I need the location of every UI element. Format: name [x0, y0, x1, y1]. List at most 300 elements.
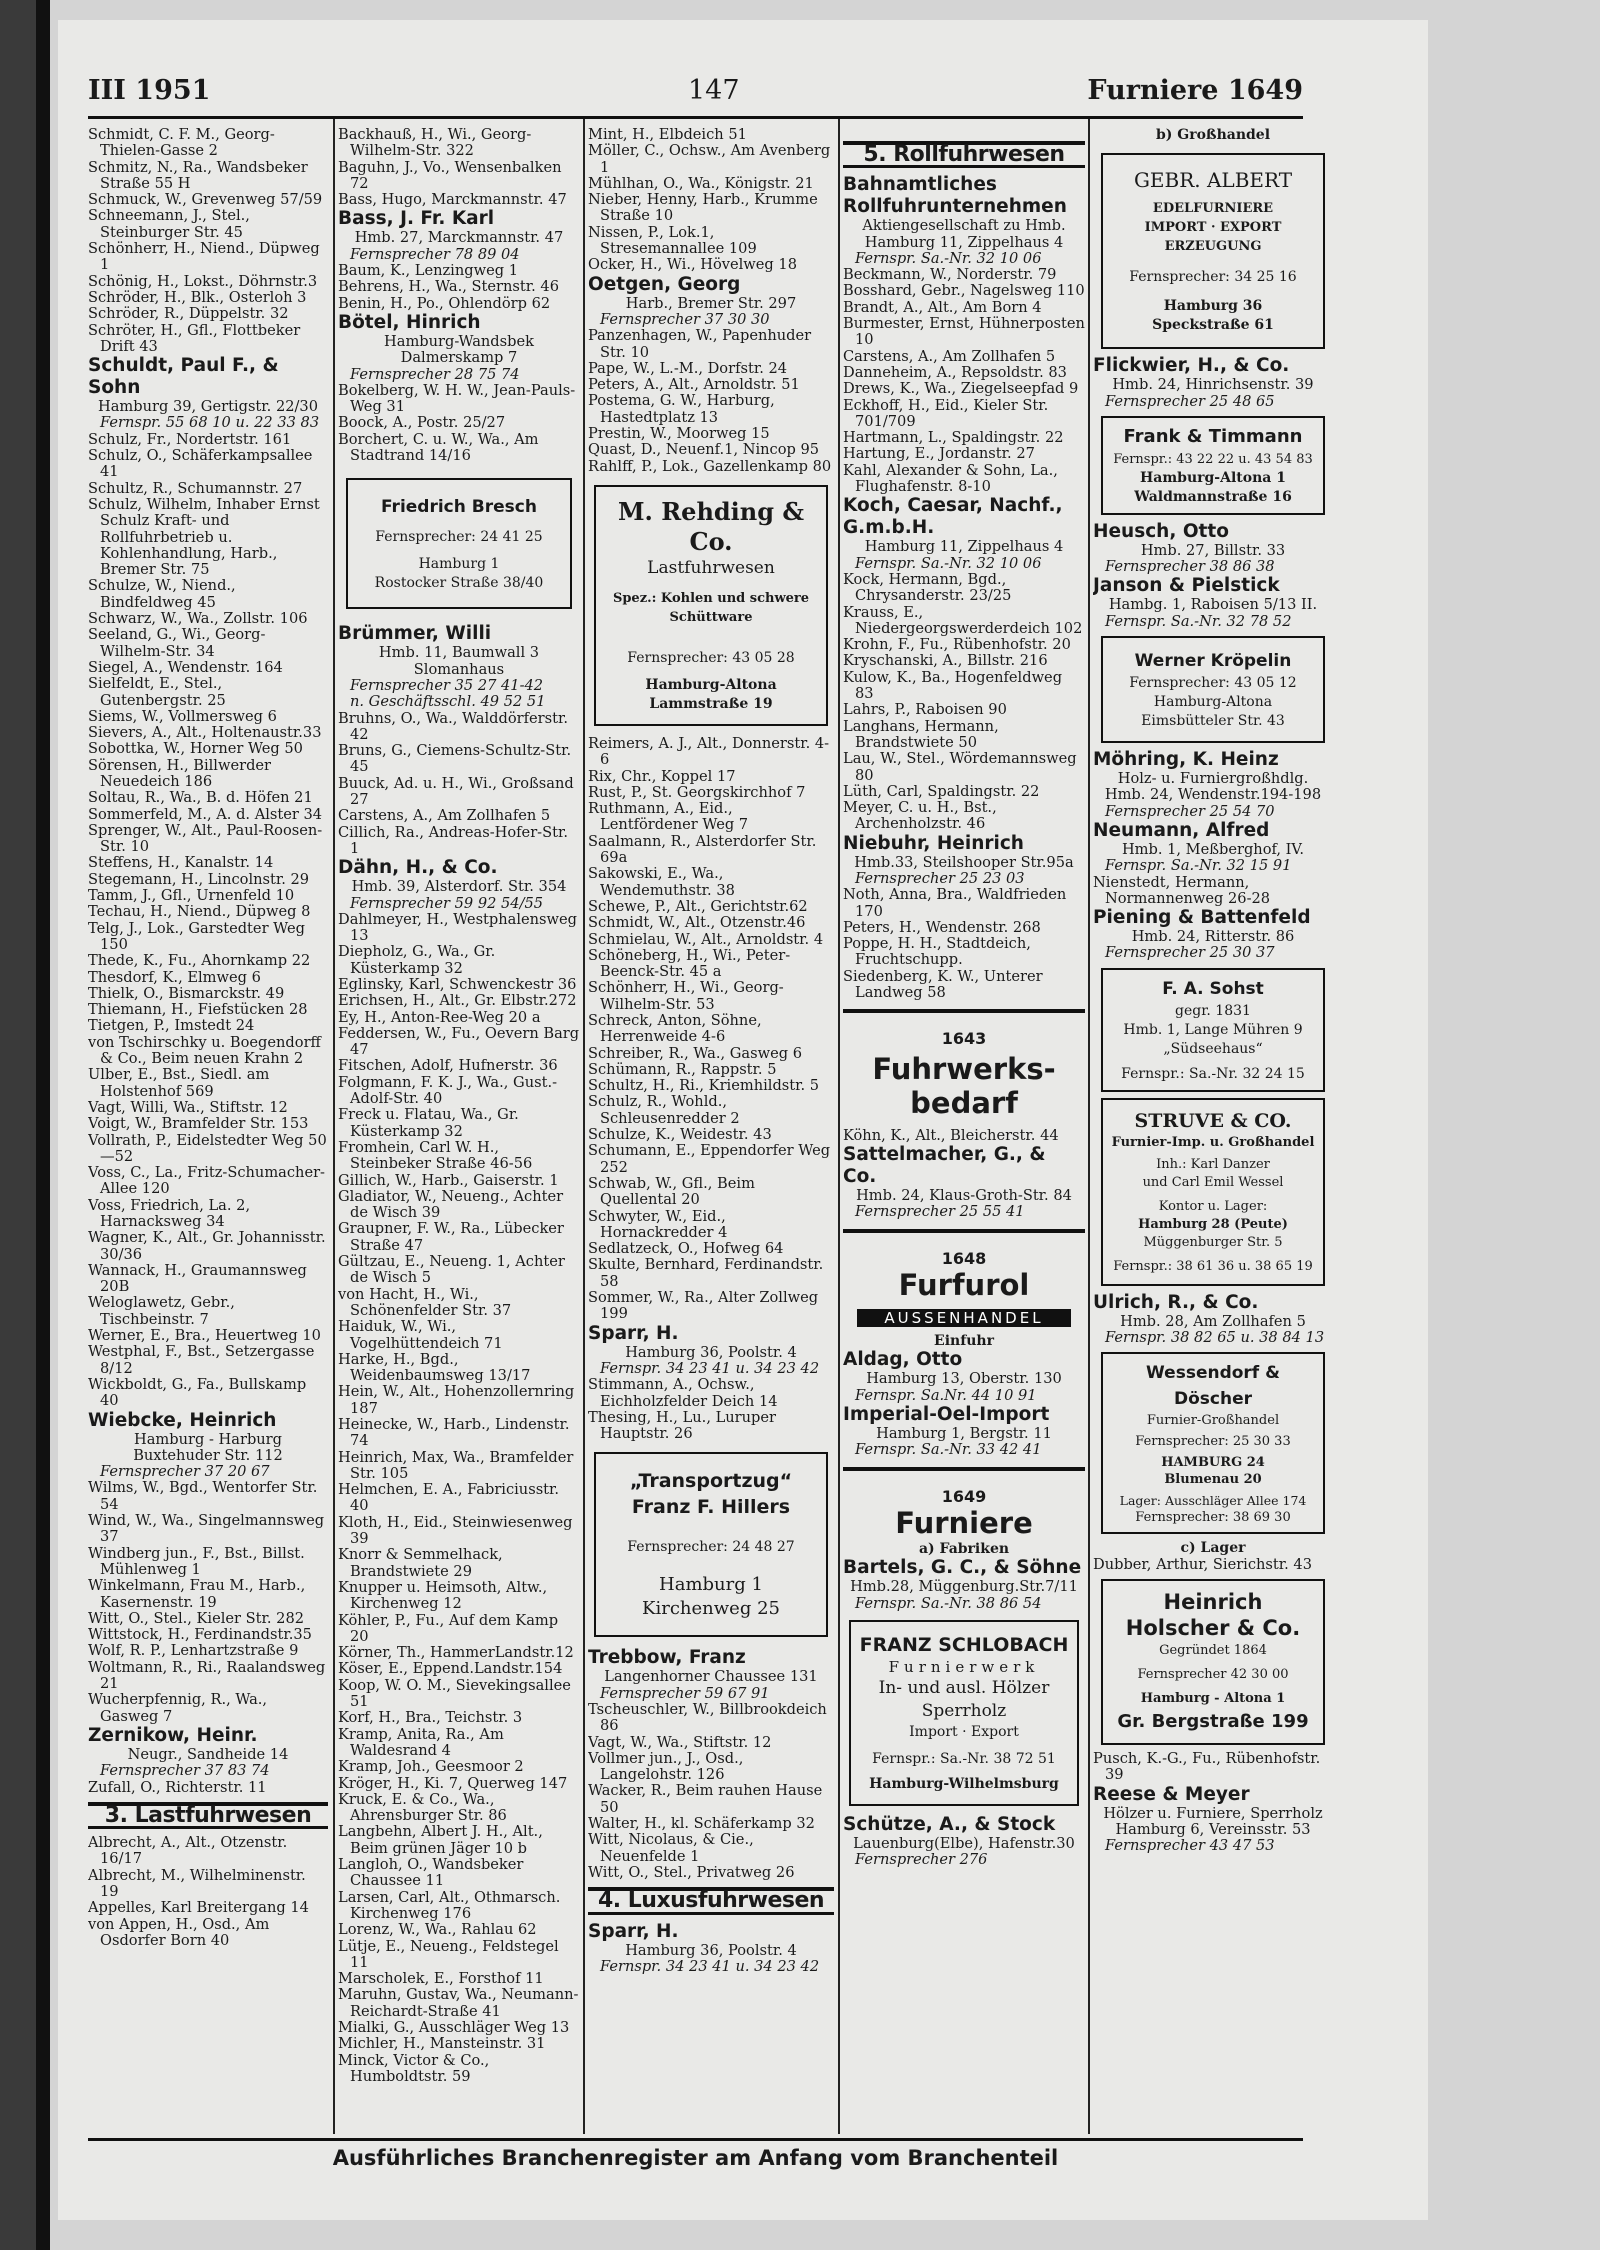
- directory-entry: Kramp, Joh., Geesmoor 2: [338, 1758, 524, 1776]
- entry-address: Hamburg 6, Vereinsstr. 53: [1115, 1820, 1311, 1838]
- ad-city: Hamburg 36: [1163, 298, 1263, 315]
- ad-line: IMPORT · EXPORT: [1144, 220, 1282, 236]
- ad-street: Kirchenweg 25: [642, 1598, 780, 1620]
- entry-name: Sattelmacher, G., & Co.: [843, 1143, 1046, 1187]
- directory-entry: Knorr & Semmelhack, Brandstwiete 29: [338, 1546, 503, 1580]
- directory-entry: Schmuck, W., Grevenweg 57/59: [88, 191, 323, 209]
- directory-entry: Albrecht, M., Wilhelminenstr. 19: [88, 1866, 306, 1900]
- entry-name: Möhring, K. Heinz: [1093, 749, 1279, 771]
- ad-phone: Fernsprecher: 43 05 28: [627, 649, 795, 666]
- ad-line: und Carl Emil Wessel: [1142, 1174, 1284, 1190]
- entry-phone: Fernspr. 55 68 10 u. 22 33 83: [100, 414, 320, 432]
- directory-entry: Kloth, H., Eid., Steinwiesenweg 39: [338, 1513, 573, 1548]
- entry-name: Brümmer, Willi: [338, 623, 492, 645]
- directory-entry: Maruhn, Gustav, Wa., Neumann-Reichardt-Straße 41: [338, 1986, 579, 2020]
- ad-title: Wessendorf & Döscher: [1146, 1363, 1280, 1410]
- entry-name: Bahnamtliches Rollfuhrunternehmen: [843, 174, 1067, 218]
- entry-phone: Fernspr. Sa.Nr. 44 10 91: [855, 1386, 1037, 1404]
- directory-entry: Baum, K., Lenzingweg 1: [338, 262, 518, 280]
- ad-box-rehding: [594, 485, 828, 726]
- entry-address: Hmb. 27, Marckmannstr. 47: [354, 229, 564, 247]
- directory-entry: Langloh, O., Wandsbeker Chaussee 11: [338, 1856, 524, 1890]
- directory-entry: Schwyter, W., Eid., Hornackredder 4: [588, 1207, 728, 1241]
- directory-entry: Schulz, Wilhelm, Inhaber Ernst Schulz Kraft- und Rollfuhrbetrieb u. Kohlenhandlung, Harb., Bremer Str. 75: [88, 495, 320, 579]
- entry-bold: [338, 312, 580, 383]
- directory-entry: Siegel, A., Wendenstr. 164: [88, 658, 283, 676]
- directory-entry: Lüth, Carl, Spaldingstr. 22: [843, 782, 1040, 800]
- entry-address: Hamburg 1, Bergstr. 11: [876, 1425, 1052, 1443]
- entry-name: Bötel, Hinrich: [338, 311, 481, 333]
- ad-line: Kontor u. Lager:: [1158, 1198, 1268, 1214]
- directory-entry: Schmidt, C. F. M., Georg-Thielen-Gasse 2: [88, 127, 275, 160]
- entry-phone: Fernsprecher 59 92 54/55: [350, 894, 544, 912]
- ad-city: Hamburg 1: [659, 1574, 763, 1596]
- directory-entry: Winkelmann, Frau M., Harb., Kasernenstr. 19: [88, 1577, 306, 1611]
- entry-name: Koch, Caesar, Nachf., G.m.b.H.: [843, 495, 1063, 539]
- category-number: 1649: [941, 1486, 987, 1506]
- directory-entry: Witt, O., Stel., Kieler Str. 282: [88, 1609, 305, 1627]
- entry-phone: Fernsprecher 25 48 65: [1105, 392, 1275, 410]
- entry-phone: Fernspr. Sa.-Nr. 38 86 54: [855, 1594, 1042, 1612]
- directory-entry: Kryschanski, A., Billstr. 216: [843, 652, 1048, 670]
- ad-line: Furnier-Großhandel: [1146, 1413, 1280, 1429]
- directory-entry: Sievers, A., Alt., Holtenaustr.33: [88, 724, 322, 742]
- directory-entry: Diepholz, G., Wa., Gr. Küsterkamp 32: [338, 943, 496, 977]
- entry-address: Buxtehuder Str. 112: [133, 1446, 283, 1464]
- directory-entry: Poppe, H. H., Stadtdeich, Fruchtschupp.: [843, 935, 1031, 969]
- section-rule: [843, 1467, 1085, 1471]
- ad-title: GEBR. ALBERT: [1133, 168, 1293, 193]
- entry-bold: [1093, 749, 1333, 820]
- ad-title: STRUVE & CO.: [1134, 1109, 1292, 1132]
- directory-entry: Schröder, H., Blk., Osterloh 3: [88, 288, 307, 306]
- directory-entry: Wannack, H., Graumannsweg 20B: [88, 1261, 307, 1296]
- directory-entry: Freck u. Flatau, Wa., Gr. Küsterkamp 32: [338, 1106, 519, 1140]
- ad-phone: Fernsprecher: 34 25 16: [1129, 269, 1297, 286]
- directory-entry: Schönherr, H., Wi., Georg-Wilhelm-Str. 53: [588, 979, 784, 1013]
- entry-address: Dalmerskamp 7: [400, 349, 518, 367]
- directory-entry: Thiemann, H., Fiefstücken 28: [88, 1001, 308, 1019]
- directory-entry: Mint, H., Elbdeich 51: [588, 127, 747, 143]
- directory-entry: Fitschen, Adolf, Hufnerstr. 36: [338, 1057, 558, 1075]
- entry-phone: Fernspr. 38 82 65 u. 38 84 13: [1105, 1329, 1325, 1347]
- directory-entry: Sedlatzeck, O., Hofweg 64: [588, 1240, 784, 1258]
- entry-address: Hamburg 11, Zippelhaus 4: [864, 538, 1064, 556]
- directory-entry: Sommer, W., Ra., Alter Zollweg 199: [588, 1289, 819, 1323]
- entry-phone: n. Geschäftsschl. 49 52 51: [350, 693, 546, 711]
- directory-entry: Hein, W., Alt., Hohenzollernring 187: [338, 1383, 575, 1417]
- entry-address: Lauenburg(Elbe), Hafenstr.30: [853, 1834, 1075, 1852]
- ad-box-kroepelin: [1101, 636, 1325, 743]
- directory-entry: Skulte, Bernhard, Ferdinandstr. 58: [588, 1256, 824, 1290]
- entry-name: Janson & Pielstick: [1093, 575, 1280, 597]
- entry-name: Flickwier, H., & Co.: [1093, 355, 1290, 377]
- directory-entry: Tscheuschler, W., Billbrookdeich 86: [588, 1701, 827, 1735]
- directory-entry: Mühlhan, O., Wa., Königstr. 21: [588, 174, 814, 192]
- page-footer: Ausführliches Branchenregister am Anfang vom Branchenteil: [88, 2138, 1303, 2170]
- directory-entry: Bass, Hugo, Marckmannstr. 47: [338, 191, 567, 209]
- directory-entry: Bokelberg, W. H. W., Jean-Pauls-Weg 31: [338, 381, 576, 416]
- column-2: [338, 127, 580, 2132]
- directory-entry: Graupner, F. W., Ra., Lübecker Straße 47: [338, 1220, 564, 1254]
- directory-entry: Soltau, R., Wa., B. d. Höfen 21: [88, 789, 313, 807]
- subcategory-label: b) Großhandel: [1155, 127, 1271, 143]
- directory-entry: Panzenhagen, W., Papenhuder Str. 10: [588, 327, 812, 361]
- directory-entry: Schmidt, W., Alt., Otzenstr.46: [588, 914, 806, 932]
- entry-phone: Fernsprecher 59 67 91: [600, 1684, 770, 1702]
- directory-entry: Tietgen, P., Imstedt 24: [88, 1017, 255, 1035]
- entry-address: Langenhorner Chaussee 131: [604, 1668, 818, 1686]
- entry-address: Hmb. 28, Am Zollhafen 5: [1120, 1312, 1306, 1330]
- ad-box-hillers: [594, 1452, 828, 1637]
- directory-entry: Wagner, K., Alt., Gr. Johannisstr. 30/36: [88, 1229, 326, 1263]
- directory-entry: Heinecke, W., Harb., Lindenstr. 74: [338, 1416, 570, 1450]
- directory-entry: Siedenberg, K. W., Unterer Landweg 58: [843, 967, 1043, 1002]
- entry-name: Ulrich, R., & Co.: [1093, 1291, 1259, 1313]
- ad-phone: Fernsprecher: 24 41 25: [375, 529, 543, 546]
- entry-address: Hölzer u. Furniere, Sperrholz: [1103, 1804, 1323, 1822]
- entry-address: Hmb. 11, Baumwall 3: [378, 644, 540, 662]
- ad-street: Lammstraße 19: [649, 695, 773, 712]
- ad-subtitle: Franz F. Hillers: [631, 1496, 791, 1519]
- entry-bold: [1093, 575, 1333, 630]
- directory-entry: Gladiator, W., Neueng., Achter de Wisch 39: [338, 1187, 564, 1222]
- directory-entry: Eglinsky, Karl, Schwenckestr 36: [338, 975, 577, 993]
- directory-entry: Pape, W., L.-M., Dorfstr. 24: [588, 359, 788, 377]
- entry-bold: [88, 355, 328, 432]
- entry-phone: Fernsprecher 37 20 67: [100, 1463, 270, 1481]
- directory-entry: Bosshard, Gebr., Nagelsweg 110: [843, 282, 1085, 300]
- book-binding-edge: [36, 0, 50, 2250]
- directory-entry: Knupper u. Heimsoth, Altw., Kirchenweg 12: [338, 1578, 548, 1613]
- directory-entry: Prestin, W., Moorweg 15: [588, 425, 770, 443]
- section-rule: [843, 1009, 1085, 1013]
- directory-entry: Korf, H., Bra., Teichstr. 3: [338, 1709, 523, 1727]
- directory-entry: Telg, J., Lok., Garstedter Weg 150: [88, 919, 305, 953]
- directory-entry: Michler, H., Mansteinstr. 31: [338, 2035, 546, 2053]
- entry-bold: [338, 857, 580, 912]
- ad-phone: Fernsprecher: 43 05 12: [1129, 675, 1297, 692]
- entry-address: Hmb. 27, Billstr. 33: [1140, 541, 1286, 559]
- directory-entry: Schumann, E., Eppendorfer Weg 252: [588, 1142, 831, 1176]
- directory-entry: Kruck, E. & Co., Wa., Ahrensburger Str. 86: [338, 1790, 507, 1825]
- directory-entry: Walter, H., kl. Schäferkamp 32: [588, 1815, 815, 1833]
- directory-entry: Voss, Friedrich, La. 2, Harnacksweg 34: [88, 1196, 251, 1230]
- entry-bold: [588, 1647, 834, 1702]
- directory-entry: Vagt, W., Wa., Stiftstr. 12: [588, 1733, 772, 1751]
- directory-entry: Lütje, E., Neueng., Feldstegel 11: [338, 1937, 559, 1971]
- directory-entry: Steffens, H., Kanalstr. 14: [88, 854, 274, 872]
- directory-entry: Folgmann, F. K. J., Wa., Gust.-Adolf-Str. 40: [338, 1073, 558, 1108]
- entry-phone: Fernsprecher 25 23 03: [855, 869, 1025, 887]
- directory-entry: Bruns, G., Ciemens-Schultz-Str. 45: [338, 742, 572, 776]
- ad-box-wessendorf: [1101, 1352, 1325, 1534]
- directory-entry: Wacker, R., Beim rauhen Hause 50: [588, 1782, 823, 1816]
- entry-name: Oetgen, Georg: [588, 273, 741, 295]
- entry-name: Bass, J. Fr. Karl: [338, 208, 495, 230]
- entry-phone: Fernspr. 34 23 41 u. 34 23 42: [600, 1957, 820, 1975]
- entry-address: Hmb.28, Müggenburg.Str.7/11: [850, 1578, 1078, 1596]
- entry-address: Hamburg 11, Zippelhaus 4: [864, 233, 1064, 251]
- directory-entry: Weloglawetz, Gebr., Tischbeinstr. 7: [88, 1294, 235, 1328]
- entry-phone: Fernsprecher 37 83 74: [100, 1762, 270, 1780]
- ad-title: Heinrich: [1163, 1589, 1263, 1614]
- directory-entry: Vagt, Willi, Wa., Stiftstr. 12: [88, 1098, 288, 1116]
- directory-entry: Stimmann, A., Ochsw., Eichholzfelder Deich 14: [588, 1376, 778, 1410]
- directory-entry: Gültzau, E., Neueng. 1, Achter de Wisch 5: [338, 1253, 565, 1287]
- directory-entry: Boock, A., Postr. 25/27: [338, 414, 506, 432]
- directory-entry: Vollmer jun., J., Osd., Langelohstr. 126: [588, 1749, 744, 1784]
- ad-line: Müggenburger Str. 5: [1143, 1234, 1283, 1250]
- page-number: 147: [688, 75, 740, 106]
- entry-phone: Fernsprecher 25 54 70: [1105, 802, 1275, 820]
- ad-box-sohst: [1101, 968, 1325, 1092]
- entry-bold: [588, 274, 834, 329]
- subcategory-label: Einfuhr: [934, 1333, 994, 1350]
- directory-entry: Ruthmann, A., Eid., Lentfördener Weg 7: [588, 800, 749, 834]
- directory-entry: Westphal, F., Bst., Setzergasse 8/12: [88, 1343, 315, 1377]
- directory-entry: Eckhoff, H., Eid., Kieler Str. 701/709: [843, 396, 1049, 430]
- ad-line: Gegründet 1864: [1159, 1642, 1267, 1658]
- directory-entry: Mialki, G., Ausschläger Weg 13: [338, 2018, 570, 2036]
- directory-entry: Heinrich, Max, Wa., Bramfelder Str. 105: [338, 1448, 574, 1482]
- directory-entry: Beckmann, W., Norderstr. 79: [843, 266, 1057, 284]
- ad-city: HAMBURG 24: [1161, 1455, 1265, 1471]
- ad-line: gegr. 1831: [1175, 1002, 1251, 1019]
- page-header: [88, 55, 1303, 115]
- directory-entry: Körner, Th., HammerLandstr.12: [338, 1644, 574, 1662]
- ad-title: FRANZ SCHLOBACH: [859, 1633, 1069, 1656]
- entry-name: Schuldt, Paul F., & Sohn: [88, 355, 279, 399]
- directory-entry: Hartmann, L., Spaldingstr. 22: [843, 429, 1064, 447]
- directory-entry: Danneheim, A., Repsoldstr. 83: [843, 363, 1067, 381]
- directory-entry: Wind, W., Wa., Singelmannsweg 37: [88, 1512, 325, 1546]
- entry-address: Harb., Bremer Str. 297: [625, 294, 797, 312]
- directory-entry: Tamm, J., Gfl., Urnenfeld 10: [88, 887, 295, 905]
- entry-bold: [843, 1144, 1085, 1221]
- directory-entry: Fromhein, Carl W. H., Steinbeker Straße 46-56: [338, 1138, 533, 1173]
- entry-address: Aktiengesellschaft zu Hmb.: [862, 217, 1066, 235]
- directory-entry: Schreck, Anton, Söhne, Herrenweide 4-6: [588, 1011, 762, 1046]
- entry-bold: [843, 495, 1085, 572]
- directory-entry: Peters, A., Alt., Arnoldstr. 51: [588, 376, 800, 394]
- directory-entry: Hartung, E., Jordanstr. 27: [843, 445, 1035, 463]
- directory-entry: Buuck, Ad. u. H., Wi., Großsand 27: [338, 774, 574, 809]
- directory-entry: Carstens, A., Am Zollhafen 5: [338, 807, 551, 825]
- directory-entry: Borchert, C. u. W., Wa., Am Stadtrand 14/16: [338, 430, 539, 465]
- directory-entry: Köser, E., Eppend.Landstr.154: [338, 1660, 563, 1678]
- entry-name: Trebbow, Franz: [588, 1647, 746, 1669]
- entry-name: Sparr, H.: [588, 1920, 679, 1942]
- entry-bold: [1093, 1784, 1333, 1855]
- ad-box-bresch: [346, 478, 572, 609]
- directory-entry: Drews, K., Wa., Ziegelseepfad 9: [843, 380, 1079, 398]
- entry-name: Heusch, Otto: [1093, 520, 1229, 542]
- entry-bold: [1093, 907, 1333, 962]
- directory-entry: Thesdorf, K., Elmweg 6: [88, 968, 261, 986]
- directory-entry: Schreiber, R., Wa., Gasweg 6: [588, 1044, 802, 1062]
- directory-entry: Thesing, H., Lu., Luruper Hauptstr. 26: [588, 1408, 777, 1443]
- header-volume: III 1951: [88, 75, 211, 106]
- directory-entry: Schulz, Fr., Nordertstr. 161: [88, 430, 292, 448]
- directory-entry: Wittstock, H., Ferdinandstr.35: [88, 1626, 312, 1644]
- entry-address: Hmb. 39, Alsterdorf. Str. 354: [351, 878, 567, 896]
- directory-entry: Kulow, K., Ba., Hogenfeldweg 83: [843, 668, 1063, 703]
- directory-entry: Sommerfeld, M., A. d. Alster 34: [88, 805, 323, 823]
- entry-phone: Fernspr. Sa.-Nr. 32 78 52: [1105, 612, 1292, 630]
- ad-street: Gr. Bergstraße 199: [1117, 1710, 1309, 1732]
- directory-entry: Möller, C., Ochsw., Am Avenberg 1: [588, 142, 831, 176]
- directory-entry: Helmchen, E. A., Fabriciusstr. 40: [338, 1481, 560, 1515]
- ad-city: Hamburg - Altona 1: [1140, 1690, 1286, 1706]
- directory-entry: Schneemann, J., Stel., Steinburger Str. 45: [88, 207, 250, 241]
- directory-entry: Köhler, P., Fu., Auf dem Kamp 20: [338, 1611, 559, 1645]
- section-rule: [843, 1229, 1085, 1233]
- entry-address: Hmb.33, Steilshooper Str.95a: [854, 853, 1074, 871]
- directory-entry: Ey, H., Anton-Ree-Weg 20 a: [338, 1008, 541, 1026]
- entry-address: Hambg. 1, Raboisen 5/13 II.: [1108, 596, 1318, 614]
- directory-entry: Witt, Nicolaus, & Cie., Neuenfelde 1: [588, 1831, 754, 1865]
- directory-entry: Haiduk, W., Wi., Vogelhüttendeich 71: [338, 1318, 503, 1352]
- entry-phone: Fernsprecher 78 89 04: [350, 245, 520, 263]
- directory-entry: Wickboldt, G., Fa., Bullskamp 40: [88, 1375, 307, 1410]
- entry-address: Hmb. 24, Wendenstr.194-198: [1104, 786, 1322, 804]
- directory-entry: Schulz, O., Schäferkampsallee 41: [88, 447, 313, 481]
- directory-entry: Appelles, Karl Breitergang 14: [88, 1899, 309, 1917]
- directory-entry: Stegemann, H., Lincolnstr. 29: [88, 870, 310, 888]
- entry-name: Aldag, Otto: [843, 1349, 963, 1371]
- directory-entry: Schönherr, H., Niend., Düpweg 1: [88, 240, 320, 274]
- directory-entry: Peters, H., Wendenstr. 268: [843, 918, 1041, 936]
- entry-phone: Fernsprecher 35 27 41-42: [350, 676, 544, 694]
- entry-phone: Fernsprecher 37 30 30: [600, 310, 770, 328]
- directory-entry: Saalmann, R., Alsterdorfer Str. 69a: [588, 832, 817, 867]
- directory-entry: Lahrs, P., Raboisen 90: [843, 701, 1007, 719]
- ad-title: „Transportzug“: [629, 1470, 793, 1493]
- ad-title: F. A. Sohst: [1162, 978, 1264, 999]
- directory-entry: Dubber, Arthur, Sierichstr. 43: [1093, 1555, 1312, 1573]
- ad-title: M. Rehding & Co.: [617, 496, 805, 556]
- directory-entry: Behrens, H., Wa., Sternstr. 46: [338, 278, 559, 296]
- subcategory-band: AUSSENHANDEL: [857, 1309, 1071, 1327]
- ad-phone: Fernsprecher: 25 30 33: [1135, 1434, 1291, 1450]
- directory-entry: Voss, C., La., Fritz-Schumacher-Allee 120: [88, 1164, 325, 1198]
- entry-phone: Fernspr. Sa.-Nr. 33 42 41: [855, 1441, 1042, 1459]
- entry-phone: Fernspr. Sa.-Nr. 32 10 06: [855, 249, 1042, 267]
- entry-bold: [1093, 820, 1333, 875]
- ad-subtitle: Lastfuhrwesen: [647, 557, 775, 578]
- entry-name: Zernikow, Heinr.: [88, 1724, 258, 1746]
- ad-box-holscher: [1101, 1579, 1325, 1745]
- directory-entry: Schümann, R., Rappstr. 5: [588, 1060, 777, 1078]
- directory-entry: Erichsen, H., Alt., Gr. Elbstr.272: [338, 992, 577, 1010]
- ad-line: Furnier-Imp. u. Großhandel: [1111, 1134, 1315, 1150]
- directory-entry: Krohn, F., Fu., Rübenhofstr. 20: [843, 636, 1071, 654]
- category-number: 1648: [941, 1248, 987, 1268]
- ad-city: Hamburg-Altona: [645, 676, 777, 693]
- ad-street: Speckstraße 61: [1152, 317, 1274, 334]
- category-title: Furniere: [895, 1505, 1033, 1540]
- entry-address: Hmb. 24, Ritterstr. 86: [1131, 928, 1295, 946]
- entry-bold: [843, 833, 1085, 888]
- directory-entry: Kramp, Anita, Ra., Am Waldesrand 4: [338, 1725, 504, 1759]
- directory-entry: Burmester, Ernst, Hühnerposten 10: [843, 315, 1085, 349]
- entry-bold: [1093, 355, 1333, 410]
- directory-entry: Nissen, P., Lok.1, Stresemannallee 109: [588, 223, 757, 258]
- directory-entry: Seeland, G., Wi., Georg-Wilhelm-Str. 34: [88, 626, 266, 660]
- directory-entry: Sörensen, H., Billwerder Neuedeich 186: [88, 756, 272, 790]
- entry-phone: Fernspr. Sa.-Nr. 32 10 06: [855, 554, 1042, 572]
- directory-entry: Kröger, H., Ki. 7, Querweg 147: [338, 1774, 568, 1792]
- directory-entry: Schulze, W., Niend., Bindfeldweg 45: [88, 577, 236, 611]
- directory-entry: Schewe, P., Alt., Gerichtstr.62: [588, 897, 808, 915]
- directory-entry: Gillich, W., Harb., Gaiserstr. 1: [338, 1171, 559, 1189]
- entry-address: Hmb. 24, Klaus-Groth-Str. 84: [856, 1186, 1072, 1204]
- ad-box-struve: [1101, 1098, 1325, 1286]
- directory-entry: von Appen, H., Osd., Am Osdorfer Born 40: [88, 1915, 270, 1949]
- entry-bold: [843, 1557, 1085, 1612]
- entry-bold: [338, 623, 580, 710]
- ad-line: Import · Export: [909, 1723, 1019, 1740]
- directory-entry: Schröder, R., Düppelstr. 32: [88, 305, 289, 323]
- directory-entry: Schmitz, N., Ra., Wandsbeker Straße 55 H: [88, 158, 308, 192]
- directory-entry: Witt, O., Stel., Privatweg 26: [588, 1863, 795, 1881]
- category-title: Fuhrwerks-: [872, 1051, 1056, 1086]
- ad-phone: Fernspr.: Sa.-Nr. 38 72 51: [872, 1750, 1056, 1767]
- directory-entry: Langhans, Hermann, Brandstwiete 50: [843, 717, 999, 751]
- entry-address: Holz- u. Furniergroßhdlg.: [1117, 770, 1309, 788]
- directory-entry: Ulber, E., Bst., Siedl. am Holstenhof 569: [88, 1066, 270, 1100]
- ad-line: Inh.: Karl Danzer: [1156, 1156, 1270, 1172]
- directory-entry: Schönig, H., Lokst., Döhrnstr.3: [88, 272, 318, 290]
- section-heading: 4. Luxusfuhrwesen: [588, 1887, 834, 1914]
- directory-entry: Woltmann, R., Ri., Raalandsweg 21: [88, 1658, 326, 1693]
- entry-address: Hmb. 1, Meßberghof, IV.: [1121, 840, 1305, 858]
- directory-entry: Wolf, R. P., Lenhartzstraße 9: [88, 1642, 299, 1660]
- entry-bold: [88, 1410, 328, 1481]
- directory-entry: Wilms, W., Bgd., Wentorfer Str. 54: [88, 1479, 318, 1513]
- directory-entry: Schmielau, W., Alt., Arnoldstr. 4: [588, 930, 824, 948]
- entry-bold: [1093, 521, 1333, 576]
- category-number: 1643: [941, 1029, 987, 1049]
- directory-entry: Schröter, H., Gfl., Flottbeker Drift 43: [88, 321, 301, 355]
- directory-entry: Rust, P., St. Georgskirchhof 7: [588, 783, 806, 801]
- directory-entry: Feddersen, W., Fu., Oevern Barg 47: [338, 1024, 580, 1059]
- ad-title: Werner Kröpelin: [1134, 651, 1292, 672]
- ad-line: Lager: Ausschläger Allee 174: [1119, 1493, 1307, 1509]
- ad-box-albert: [1101, 153, 1325, 349]
- column-5: [1093, 127, 1333, 2132]
- directory-entry: Ocker, H., Wi., Hövelweg 18: [588, 256, 797, 274]
- entry-address: Hamburg 13, Oberstr. 130: [866, 1370, 1062, 1388]
- section-heading: 5. Rollfuhrwesen: [843, 141, 1085, 168]
- directory-entry: Vollrath, P., Eidelstedter Weg 50—52: [88, 1131, 327, 1165]
- directory-entry: Bruhns, O., Wa., Walddörferstr. 42: [338, 709, 568, 743]
- directory-entry: Langbehn, Albert J. H., Alt., Beim grünen Jäger 10 b: [338, 1823, 543, 1857]
- directory-entry: Baguhn, J., Vo., Wensenbalken 72: [338, 158, 562, 192]
- directory-entry: Lorenz, W., Wa., Rahlau 62: [338, 1921, 537, 1939]
- ad-city: Hamburg-Altona 1: [1140, 469, 1286, 486]
- entry-phone: Fernsprecher 25 55 41: [855, 1203, 1025, 1221]
- ad-title: Frank & Timmann: [1123, 425, 1303, 447]
- entry-bold: [338, 208, 580, 263]
- directory-entry: Schultz, H., Ri., Kriemhildstr. 5: [588, 1077, 820, 1095]
- entry-name: Bartels, G. C., & Söhne: [843, 1557, 1082, 1579]
- entry-bold: [88, 1725, 328, 1780]
- ad-city: Hamburg-Wilhelmsburg: [869, 1775, 1059, 1792]
- entry-bold: [843, 1404, 1085, 1459]
- directory-entry: Werner, E., Bra., Heuertweg 10: [88, 1327, 321, 1345]
